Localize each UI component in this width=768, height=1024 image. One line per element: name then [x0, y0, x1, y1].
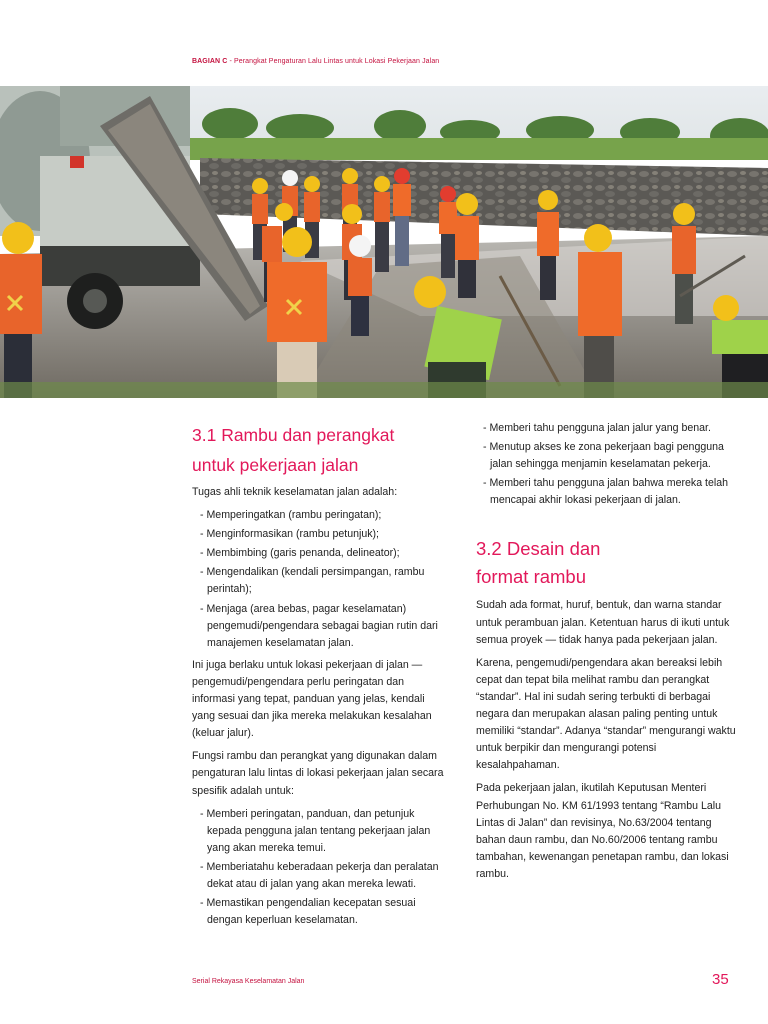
section-3-1-heading	[192, 420, 447, 480]
page-number: 35	[712, 971, 729, 988]
heading-line: 3.1 Rambu dan perangkat	[192, 425, 395, 445]
tasks-list	[192, 507, 447, 652]
right-column	[476, 420, 738, 889]
list-item: - Membimbing (garis penanda, delineator);	[193, 545, 447, 562]
header-title: Perangkat Pengaturan Lalu Lintas untuk Lokasi Pekerjaan Jalan	[233, 58, 440, 65]
list-item: - Memberi tahu pengguna jalan bahwa mereka telah mencapai akhir lokasi pekerjaan di jalan.	[476, 475, 738, 509]
header-section: BAGIAN C	[192, 58, 228, 65]
list-item: - Menjaga (area bebas, pagar keselamatan) pengemudi/pengendara sebagai bagian rutin dari manajemen keselamatan jalan.	[193, 601, 447, 652]
list-item: - Memastikan pengendalian kecepatan sesuai dengan keperluan keselamatan.	[193, 895, 447, 929]
paragraph: Sudah ada format, huruf, bentuk, dan warna standar untuk perambuan jalan. Ketentuan harus di ikuti untuk semua proyek — tidak hanya pada pekerjaan jalan.	[476, 599, 730, 646]
paragraph: Pada pekerjaan jalan, ikutilah Keputusan Menteri Perhubungan No. KM 61/1993 tentang “Rambu Lalu Lintas di Jalan” dan revisinya, No.63/2004 tentang bahan daun rambu, dan No.60/2006 tentang rambu tambahan, kewenangan penetapan rambu, dan lokasi rambu.	[476, 782, 729, 880]
heading-line: untuk pekerjaan jalan	[192, 455, 359, 475]
list-item: - Menginformasikan (rambu petunjuk);	[193, 526, 447, 543]
list-item: - Memperingatkan (rambu peringatan);	[193, 507, 447, 524]
road-construction-photo	[0, 86, 768, 398]
tasks-intro: Tugas ahli teknik keselamatan jalan adalah:	[192, 486, 398, 498]
paragraph: Karena, pengemudi/pengendara akan bereaksi lebih cepat dan tepat bila melihat rambu dan perangkat “standar”. Hal ini sudah sering terbukti di berbagai negara dan merupakan alasan paling penting untuk memiliki “standar”. Adanya “standar” mengurangi waktu untuk berpikir dan mengurangi potensi kesalahpahaman.	[476, 656, 736, 772]
list-item: - Menutup akses ke zona pekerjaan bagi pengguna jalan sehingga menjamin keselamatan pekerja.	[476, 439, 738, 473]
list-item: - Mengendalikan (kendali persimpangan, rambu perintah);	[193, 564, 447, 598]
footer-series-title: Serial Rekayasa Keselamatan Jalan	[192, 978, 305, 985]
heading-line: format rambu	[476, 566, 587, 588]
left-column	[192, 420, 447, 934]
running-header	[192, 58, 439, 65]
paragraph: Ini juga berlaku untuk lokasi pekerjaan di jalan — pengemudi/pengendara perlu peringatan dan informasi yang tepat, panduan yang jelas, kendali yang sesuai dan jika mereka melakukan kesalahan (keluar jalur).	[192, 658, 432, 740]
list-item: - Memberi peringatan, panduan, dan petunjuk kepada pengguna jalan tentang pekerjaan jalan yang akan mereka temui.	[193, 806, 447, 857]
heading-line: 3.2 Desain dan	[476, 538, 601, 560]
list-item: - Memberiatahu keberadaan pekerja dan peralatan dekat atau di jalan yang akan mereka lewati.	[193, 859, 447, 893]
paragraph: Fungsi rambu dan perangkat yang digunakan dalam pengaturan lalu lintas di lokasi pekerjaan jalan secara spesifik adalah untuk:	[192, 750, 444, 797]
header-separator: -	[227, 58, 234, 65]
section-3-2-heading	[476, 535, 738, 591]
functions-list-continued	[476, 420, 738, 509]
functions-list	[192, 806, 447, 930]
list-item: - Memberi tahu pengguna jalan jalur yang benar.	[476, 420, 738, 437]
